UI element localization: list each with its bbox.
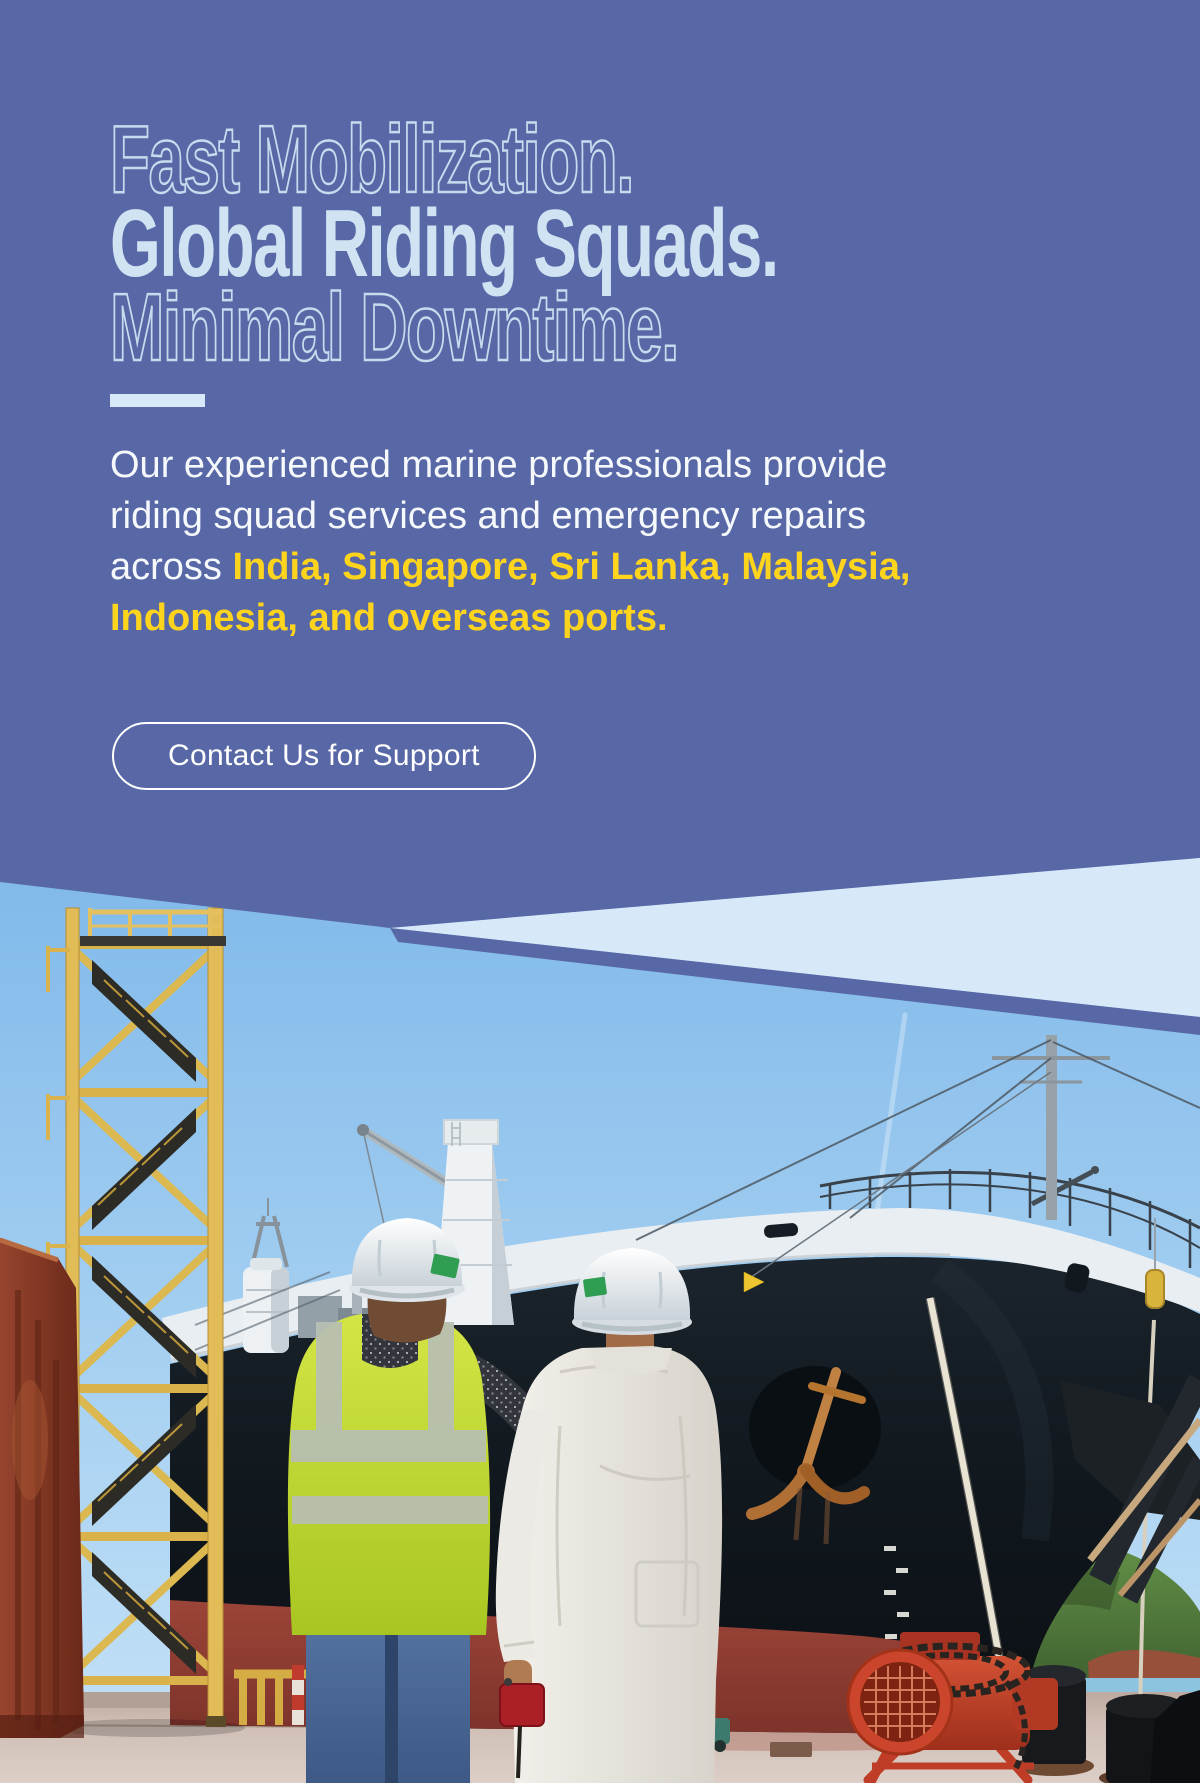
headline-line-2: Global Riding Squads. — [110, 190, 778, 297]
paragraph-line: Our experienced marine professionals provide — [110, 444, 888, 486]
paragraph-line — [110, 593, 1010, 644]
highlighted-regions: India, Singapore, Sri Lanka, Malaysia, — [232, 546, 911, 588]
page-title — [110, 106, 1092, 381]
highlighted-regions: Indonesia, and overseas ports. — [110, 597, 668, 639]
contact-us-button[interactable]: Contact Us for Support — [112, 722, 536, 790]
headline-line-1: Fast Mobilization. — [110, 106, 634, 213]
dock-photo — [0, 820, 1200, 1783]
headline-line-3: Minimal Downtime. — [110, 274, 679, 381]
intro-paragraph — [110, 440, 1010, 644]
paragraph-line: across India, Singapore, Sri Lanka, Malaysia, — [110, 546, 911, 588]
accent-divider — [110, 394, 205, 407]
paragraph-line: riding squad services and emergency repairs — [110, 495, 867, 537]
rust-wall — [0, 1238, 84, 1738]
